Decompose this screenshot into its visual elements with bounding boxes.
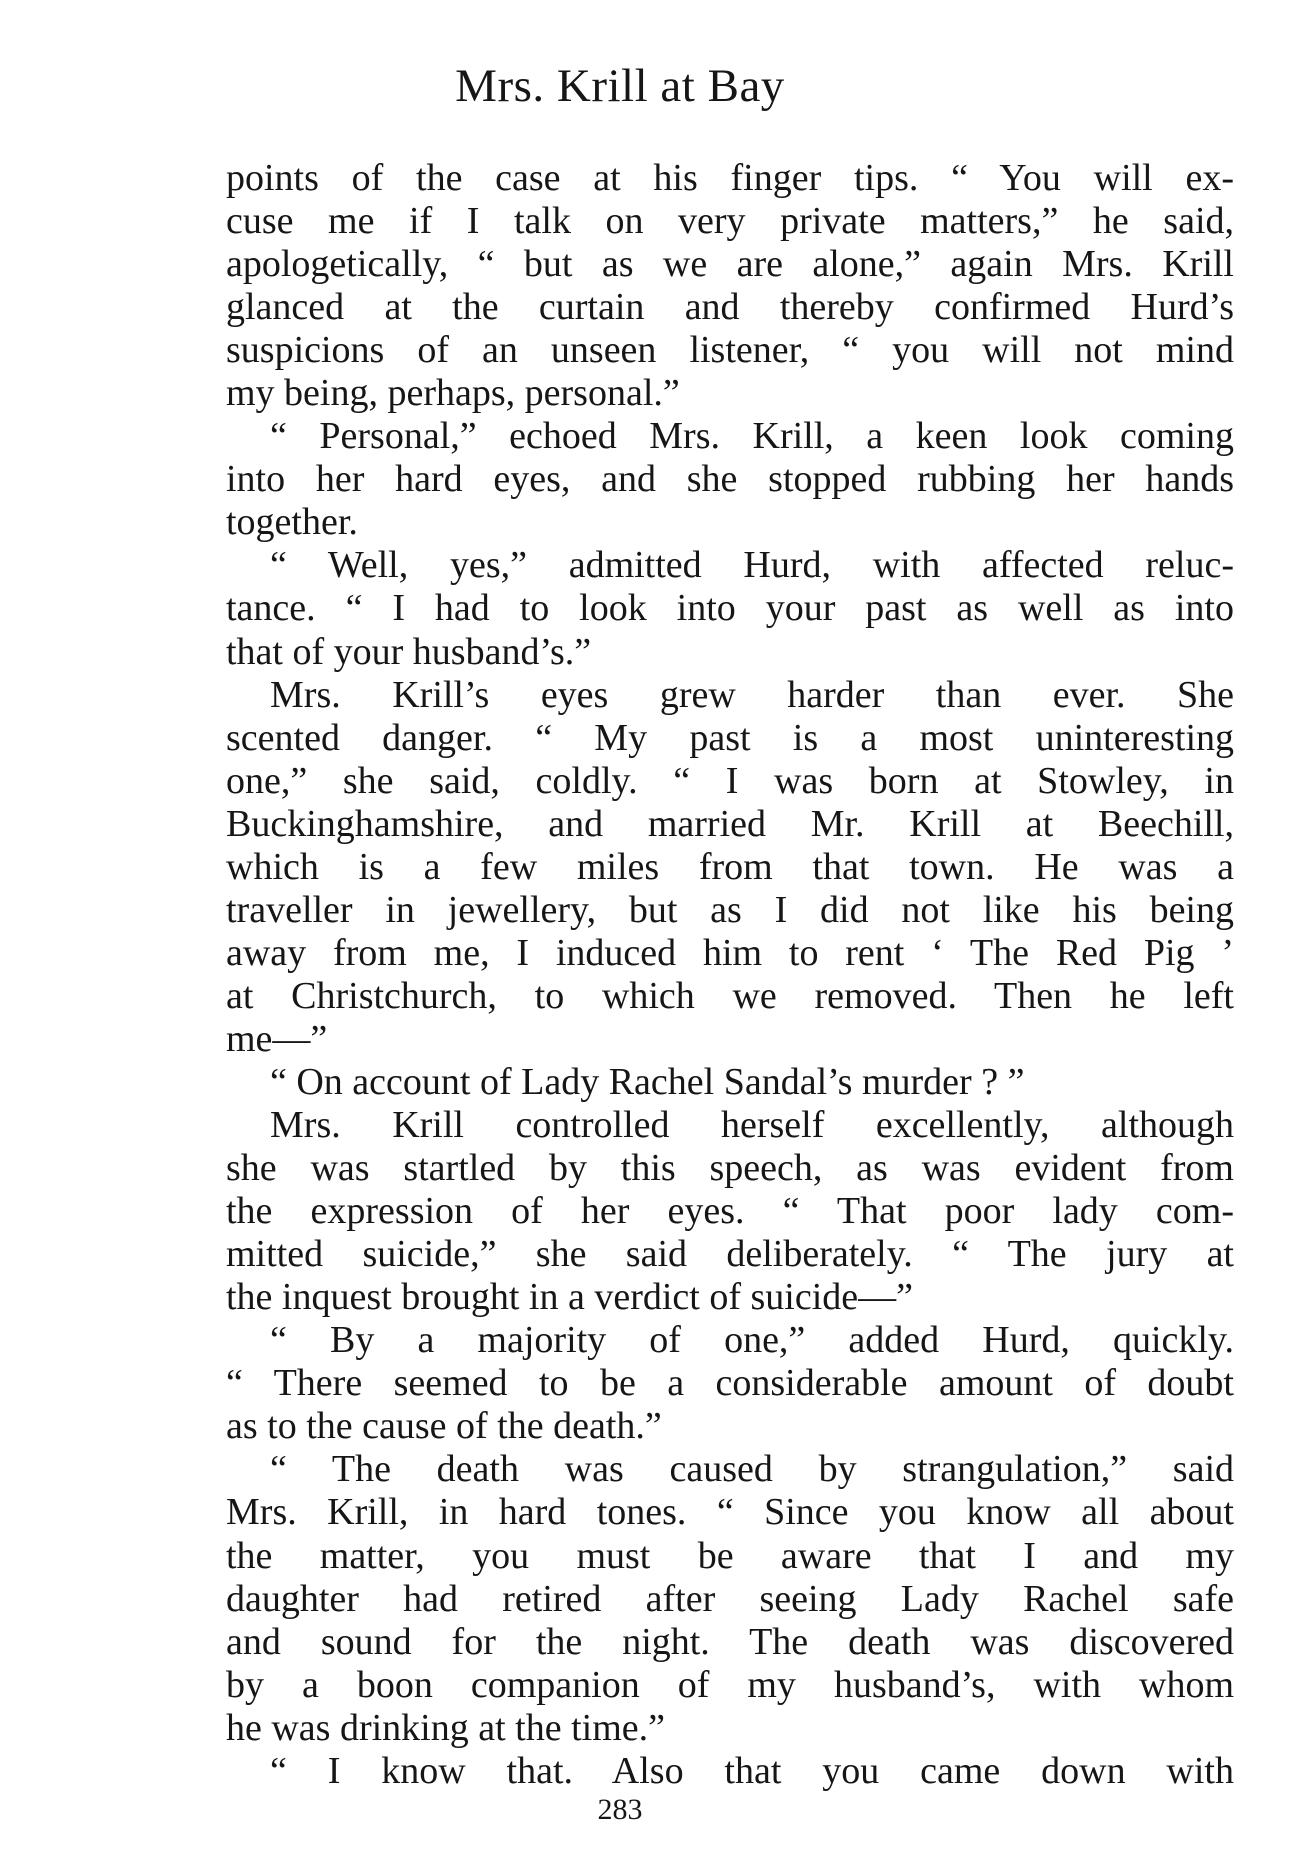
text-line: me—” xyxy=(226,1017,328,1060)
text-line: my being, perhaps, personal.” xyxy=(226,372,680,415)
text-line: that of your husband’s.” xyxy=(226,630,592,673)
text-line: glanced at the curtain and thereby confirmed Hurd’s xyxy=(226,286,1234,329)
text-line: into her hard eyes, and she stopped rubbing her hands xyxy=(226,458,1234,501)
text-line: he was drinking at the time.” xyxy=(226,1706,665,1749)
text-line: “ There seemed to be a considerable amount of doubt xyxy=(226,1362,1234,1405)
text-line: “ The death was caused by strangulation,” said xyxy=(270,1448,1234,1491)
page-number: 283 xyxy=(597,1793,643,1826)
text-line: cuse me if I talk on very private matters,” he said, xyxy=(226,200,1234,243)
text-line: at Christchurch, to which we removed. Then he left xyxy=(226,974,1234,1017)
text-line: scented danger. “ My past is a most uninteresting xyxy=(226,716,1234,759)
text-line: Mrs. Krill’s eyes grew harder than ever. She xyxy=(270,673,1234,716)
text-line: “ By a majority of one,” added Hurd, quickly. xyxy=(270,1319,1234,1362)
text-line: as to the cause of the death.” xyxy=(226,1405,662,1448)
text-line: suspicions of an unseen listener, “ you will not mind xyxy=(226,329,1234,372)
text-line: Mrs. Krill controlled herself excellently, although xyxy=(270,1104,1234,1147)
text-line: one,” she said, coldly. “ I was born at Stowley, in xyxy=(226,759,1234,802)
text-line: “ I know that. Also that you came down with xyxy=(270,1749,1234,1792)
text-line: traveller in jewellery, but as I did not like his being xyxy=(226,888,1234,931)
text-line: the expression of her eyes. “ That poor lady com- xyxy=(226,1190,1234,1233)
text-line: and sound for the night. The death was discovered xyxy=(226,1620,1234,1663)
running-head: Mrs. Krill at Bay xyxy=(455,60,785,112)
text-line: “ On account of Lady Rachel Sandal’s murder ? ” xyxy=(270,1060,1025,1103)
text-line: by a boon companion of my husband’s, with whom xyxy=(226,1663,1234,1706)
text-line: tance. “ I had to look into your past as well as into xyxy=(226,587,1234,630)
text-line: she was startled by this speech, as was evident from xyxy=(226,1147,1234,1190)
body-text xyxy=(226,157,1234,1793)
text-line: the matter, you must be aware that I and my xyxy=(226,1534,1234,1577)
text-line: the inquest brought in a verdict of suicide—” xyxy=(226,1276,913,1319)
text-line: “ Personal,” echoed Mrs. Krill, a keen look coming xyxy=(270,415,1234,458)
text-line: away from me, I induced him to rent ‘ The Red Pig ’ xyxy=(226,931,1234,974)
text-line: points of the case at his finger tips. “ You will ex- xyxy=(226,157,1234,199)
text-line: which is a few miles from that town. He was a xyxy=(226,845,1234,888)
text-line: apologetically, “ but as we are alone,” again Mrs. Krill xyxy=(226,243,1234,286)
text-line: “ Well, yes,” admitted Hurd, with affected reluc- xyxy=(270,544,1234,587)
text-line: mitted suicide,” she said deliberately. “ The jury at xyxy=(226,1233,1234,1276)
text-line: daughter had retired after seeing Lady Rachel safe xyxy=(226,1577,1234,1620)
text-line: Buckinghamshire, and married Mr. Krill at Beechill, xyxy=(226,802,1234,845)
text-line: together. xyxy=(226,501,358,544)
text-line: Mrs. Krill, in hard tones. “ Since you know all about xyxy=(226,1491,1234,1534)
